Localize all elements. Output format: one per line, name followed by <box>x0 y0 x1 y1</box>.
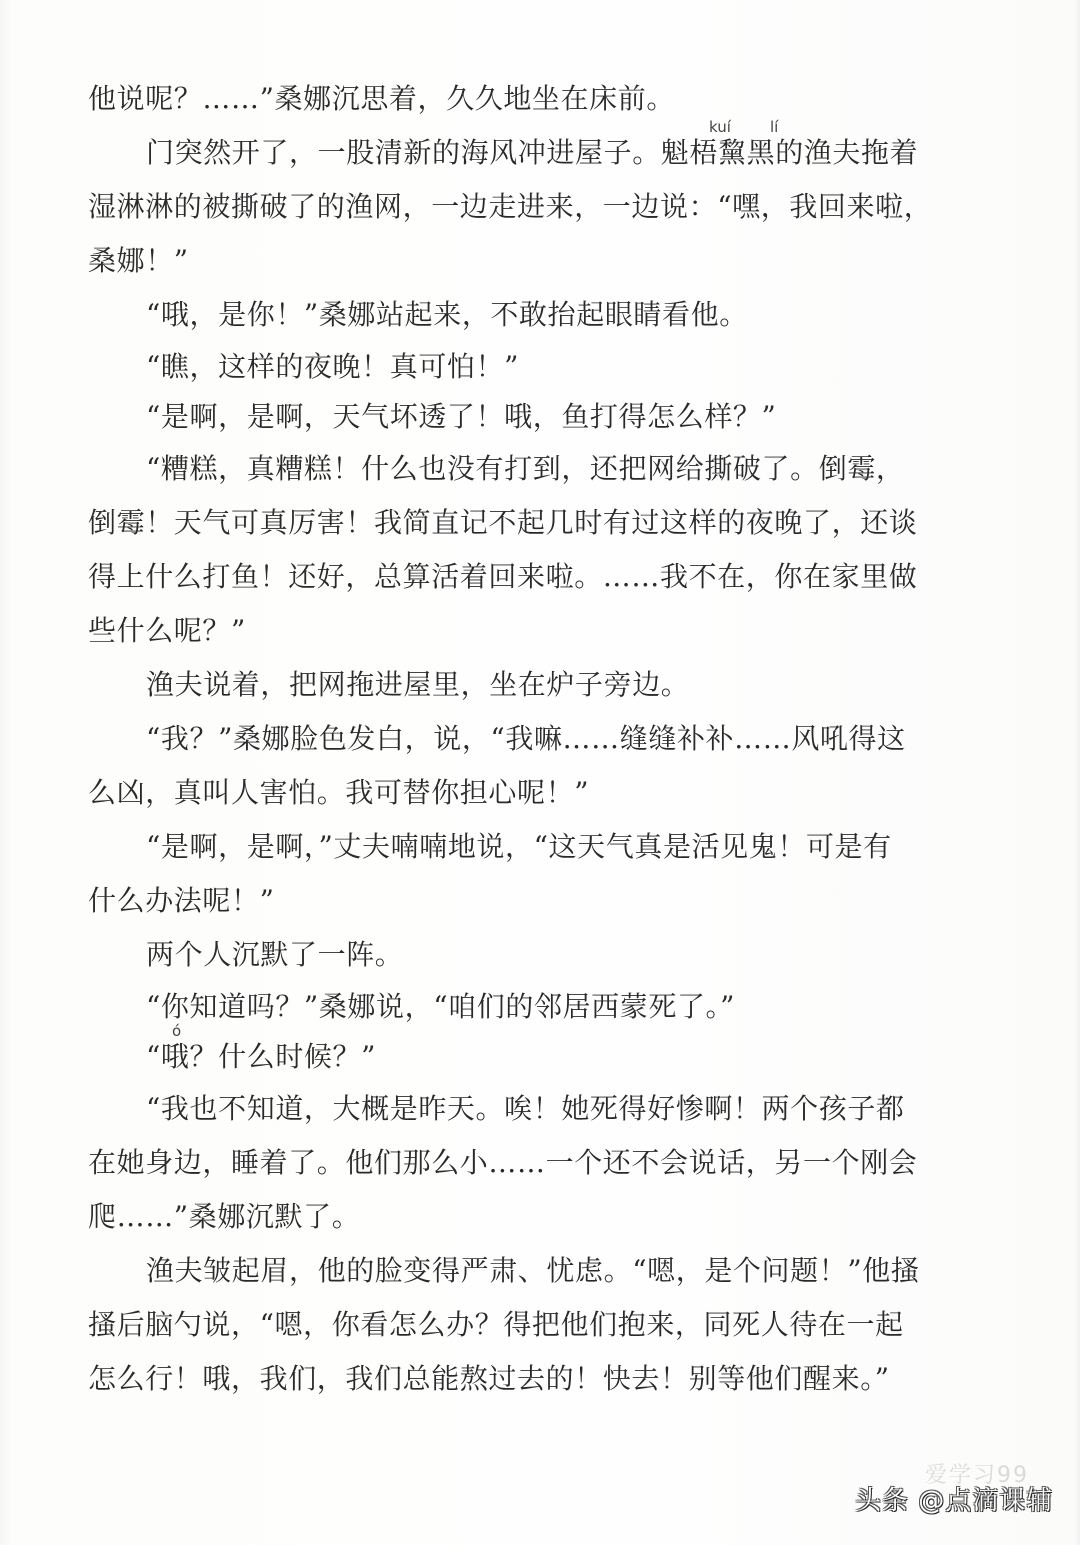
pinyin-annotation: lí <box>770 118 779 136</box>
text-line: 渔夫皱起眉，他的脸变得严肃、忧虑。“嗯，是个问题！”他搔 <box>146 1254 920 1287</box>
text-line-content: 门突然开了，一股清新的海风冲进屋子。魁梧黧黑的渔夫拖着 <box>146 136 919 169</box>
text-line: 怎么行！哦，我们，我们总能熬过去的！快去！别等他们醒来。” <box>88 1362 890 1395</box>
pinyin-annotation: kuí <box>709 118 731 136</box>
text-line: “我也不知道，大概是昨天。唉！她死得好惨啊！两个孩子都 <box>146 1092 905 1125</box>
text-line <box>88 1022 972 1082</box>
text-line: 湿淋淋的被撕破了的渔网，一边走进来，一边说：“嘿，我回来啦， <box>88 190 933 223</box>
text-line: 渔夫说着，把网拖进屋里，坐在炉子旁边。 <box>146 668 690 701</box>
pinyin-annotation: ó <box>172 1022 182 1040</box>
text-line: “是啊，是啊，天气坏透了！哦，鱼打得怎么样？” <box>146 400 777 433</box>
text-line: “糟糕，真糟糕！什么也没有打到，还把网给撕破了。倒霉， <box>146 452 905 485</box>
faint-watermark: 爱学习99 <box>925 1463 1029 1488</box>
text-line: 些什么呢？” <box>88 614 246 647</box>
text-line: 倒霉！天气可真厉害！我简直记不起几时有过这样的夜晚了，还谈 <box>88 506 918 539</box>
text-line: 在她身边，睡着了。他们那么小……一个还不会说话，另一个刚会 <box>88 1146 918 1179</box>
text-line: 两个人沉默了一阵。 <box>146 938 404 971</box>
text-line: “瞧，这样的夜晚！真可怕！” <box>146 350 520 383</box>
toutiao-watermark <box>855 1480 1053 1517</box>
text-line: 爬……”桑娜沉默了。 <box>88 1200 361 1233</box>
page-edge-shadow <box>1074 0 1080 1545</box>
text-line: “我？”桑娜脸色发白，说，“我嘛……缝缝补补……风吼得这 <box>146 722 906 755</box>
text-line <box>88 118 972 180</box>
text-line: 他说呢？……”桑娜沉思着，久久地坐在床前。 <box>88 82 675 115</box>
text-line: “你知道吗？”桑娜说，“咱们的邻居西蒙死了。” <box>146 990 736 1023</box>
text-line: 桑娜！” <box>88 244 189 277</box>
text-line: “哦，是你！”桑娜站起来，不敢抬起眼睛看他。 <box>146 298 748 331</box>
text-line: “是啊，是啊，”丈夫喃喃地说，“这天气真是活见鬼！可是有 <box>146 830 892 863</box>
text-line: 得上什么打鱼！还好，总算活着回来啦。……我不在，你在家里做 <box>88 560 918 593</box>
watermark-text: 头条 @点滴课辅 <box>855 1486 1054 1516</box>
text-line-content: “哦？什么时候？” <box>146 1040 377 1073</box>
body-text <box>88 72 972 1406</box>
text-line: 什么办法呢！” <box>88 884 275 917</box>
text-line: 么凶，真叫人害怕。我可替你担心呢！” <box>88 776 590 809</box>
text-line: 搔后脑勺说，“嗯，你看怎么办？得把他们抱来，同死人待在一起 <box>88 1308 904 1341</box>
